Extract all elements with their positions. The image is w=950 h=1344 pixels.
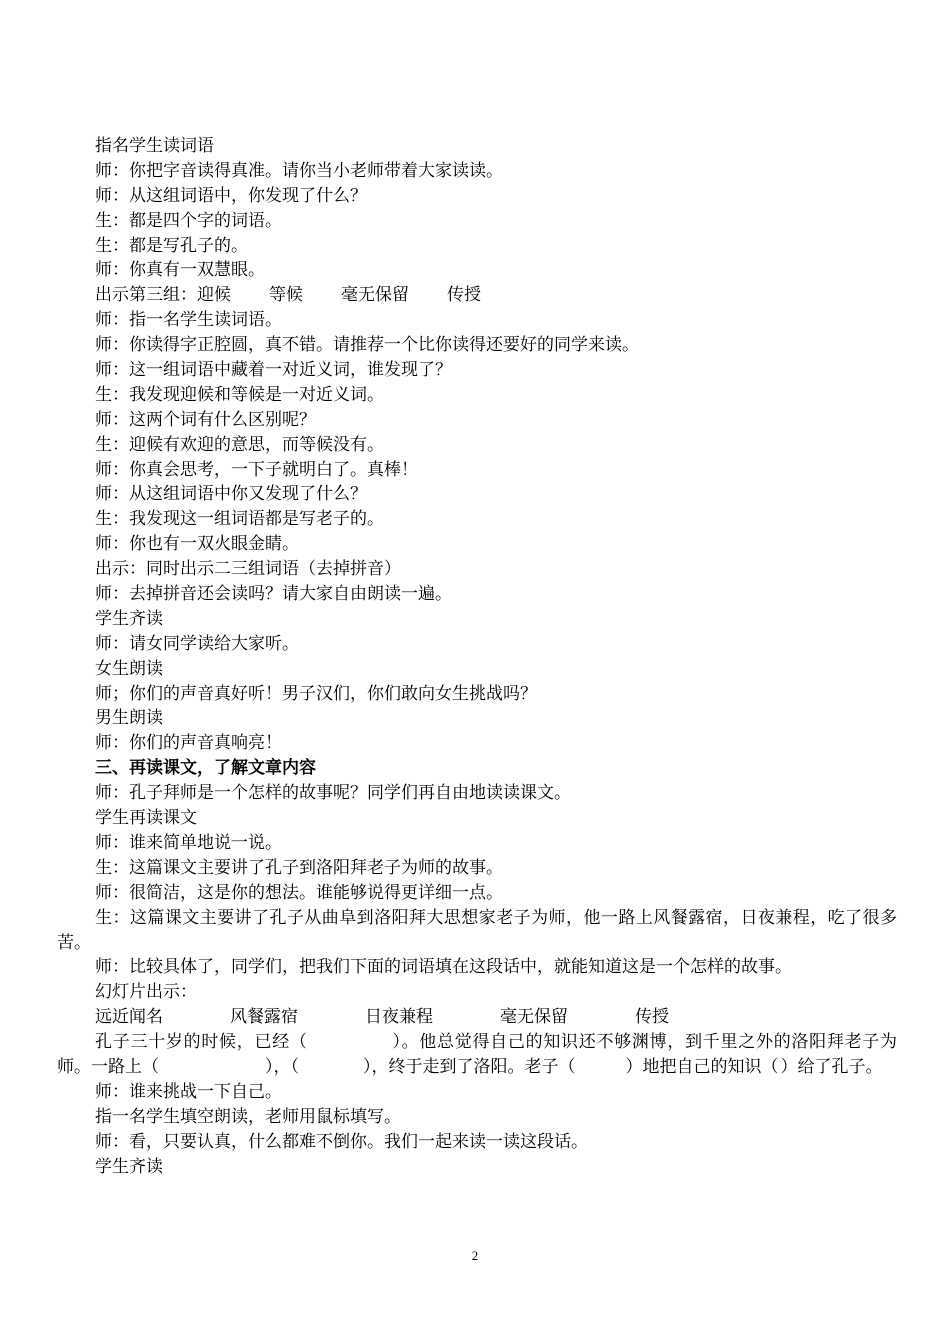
text-line: 学生齐读: [95, 608, 163, 629]
text-line: 学生齐读: [95, 1156, 163, 1177]
text-line: 师：看，只要认真，什么都难不倒你。我们一起来读一读这段话。: [95, 1131, 588, 1152]
fill-in-paragraph: 孔子三十岁的时候，已经（ ）。他总觉得自己的知识还不够渊博，到千里之外的洛阳拜老子为师。一路上（ ），（ ），终于走到了洛阳。老子（ ）地把自己的知识（ ）给了孔子。: [57, 1032, 898, 1077]
text-line: 指名学生读词语: [95, 136, 214, 156]
text-line: 师：很简洁，这是你的想法。谁能够说得更详细一点。: [95, 882, 503, 903]
text-line: 师：你真会思考，一下子就明白了。真棒！: [95, 459, 418, 480]
word-bank: [57, 1005, 897, 1030]
word-bank-item: 日夜兼程: [365, 1007, 433, 1028]
group3-line: [57, 283, 897, 308]
text-line: 师：谁来简单地说一说。: [95, 832, 282, 853]
text-line: 出示：同时出示二三组词语（去掉拼音）: [95, 559, 401, 580]
page-number: 2: [471, 1248, 479, 1263]
word-bank-item: 传授: [635, 1007, 669, 1028]
text-line: 师：你读得字正腔圆，真不错。请推荐一个比你读得还要好的同学来读。: [95, 335, 639, 356]
text-line: 生：迎候有欢迎的意思，而等候没有。: [95, 434, 384, 455]
text-line: 师：去掉拼音还会读吗？请大家自由朗读一遍。: [95, 584, 452, 605]
text-line: 师：比较具体了，同学们，把我们下面的词语填在这段话中，就能知道这是一个怎样的故事。: [95, 957, 792, 978]
text-line: 生：我发现迎候和等候是一对近义词。: [95, 384, 384, 405]
section-heading: 三、再读课文，了解文章内容: [95, 758, 316, 779]
text-line: 师：谁来挑战一下自己。: [95, 1081, 282, 1102]
text-line: 学生再读课文: [95, 808, 197, 829]
text-line: 幻灯片出示：: [95, 982, 197, 1003]
group3-label: 出示第三组：迎候: [95, 285, 231, 306]
text-line: 男生朗读: [95, 708, 163, 729]
group3-word: 毫无保留: [341, 285, 409, 306]
document-body: [57, 134, 897, 1179]
long-paragraph: 生：这篇课文主要讲了孔子从曲阜到洛阳拜大思想家老子为师，他一路上风餐露宿，日夜兼程，吃了很多苦。: [57, 907, 897, 953]
text-line: 生：都是写孔子的。: [95, 235, 248, 256]
text-line: 师：你们的声音真响亮！: [95, 733, 282, 754]
text-line: 师：从这组词语中，你发现了什么？: [95, 185, 367, 206]
text-line: 师：孔子拜师是一个怎样的故事呢？同学们再自由地读读课文。: [95, 783, 571, 804]
word-bank-item: 风餐露宿: [230, 1007, 298, 1028]
text-line: 生：我发现这一组词语都是写老子的。: [95, 509, 384, 530]
text-line: 女生朗读: [95, 658, 163, 679]
text-line: 师：请女同学读给大家听。: [95, 633, 299, 654]
word-bank-item: 远近闻名: [95, 1007, 163, 1028]
word-bank-item: 毫无保留: [500, 1007, 568, 1028]
group3-word: 传授: [447, 285, 481, 306]
text-line: 师：你真有一双慧眼。: [95, 260, 265, 281]
text-line: 生：这篇课文主要讲了孔子到洛阳拜老子为师的故事。: [95, 857, 503, 878]
text-line: 师：这一组词语中藏着一对近义词，谁发现了？: [95, 360, 452, 381]
text-line: 师：你把字音读得真准。请你当小老师带着大家读读。: [95, 160, 503, 181]
text-line: 师：指一名学生读词语。: [95, 310, 282, 331]
text-line: 指一名学生填空朗读，老师用鼠标填写。: [95, 1106, 401, 1127]
group3-word: 等候: [269, 285, 303, 306]
text-line: 师；你们的声音真好听！男子汉们，你们敢向女生挑战吗？: [95, 683, 537, 704]
text-line: 生：都是四个字的词语。: [95, 210, 282, 231]
text-line: 师：这两个词有什么区别呢？: [95, 409, 316, 430]
text-line: 师：从这组词语中你又发现了什么？: [95, 484, 367, 505]
text-line: 师：你也有一双火眼金睛。: [95, 534, 299, 555]
